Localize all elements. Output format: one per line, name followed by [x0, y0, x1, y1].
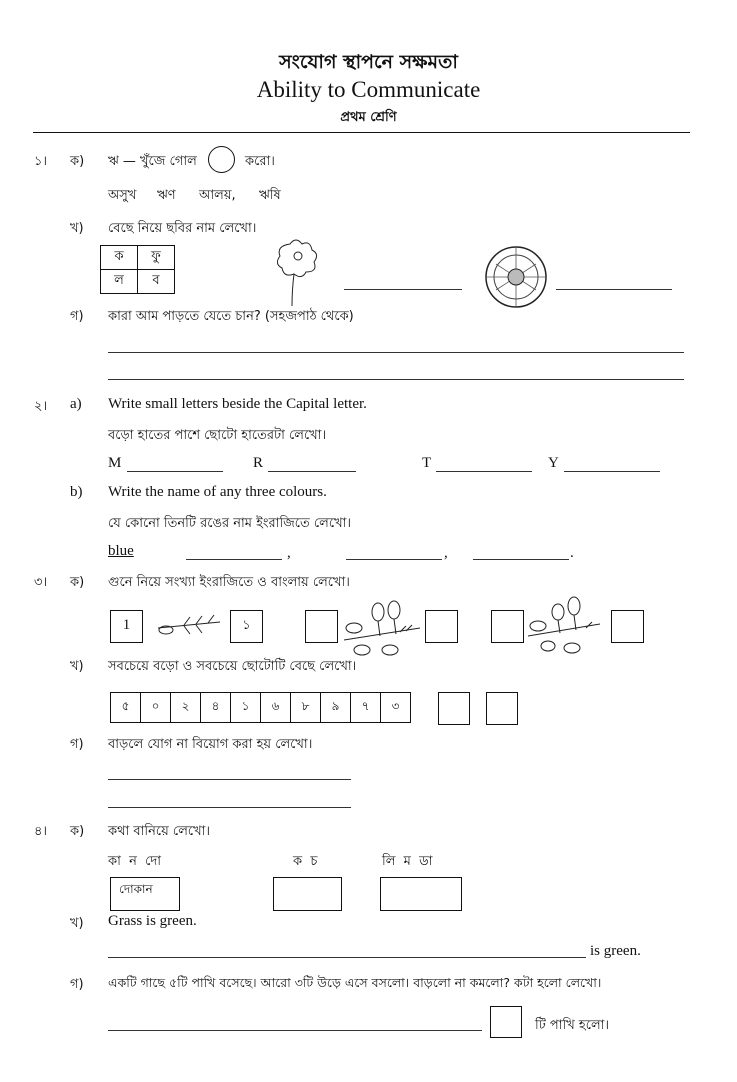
q1a-label: ক)	[70, 154, 85, 169]
answer-box[interactable]	[611, 610, 644, 643]
class-label: প্রথম শ্রেণি	[340, 110, 397, 125]
answer-line[interactable]	[556, 289, 672, 290]
answer-line[interactable]	[108, 352, 684, 353]
smallest-answer-box[interactable]	[486, 692, 518, 725]
q1a-word: অসুখ	[108, 188, 137, 203]
q3c-label: গ)	[70, 737, 84, 752]
answer-line[interactable]	[108, 957, 586, 958]
answer-box[interactable]	[491, 610, 524, 643]
answer-line[interactable]	[127, 471, 223, 472]
digit-cell: ৫	[111, 693, 141, 723]
q3a-label: ক)	[70, 575, 85, 590]
page-title-en: Ability to Communicate	[256, 77, 481, 102]
flower-icon	[268, 236, 328, 308]
example-word: দোকান	[119, 882, 153, 896]
leaf-branch-icon	[524, 596, 604, 660]
separator: ,	[444, 545, 448, 561]
q2a-text-en: Write small letters beside the Capital letter.	[108, 396, 367, 412]
count-box-bn: ১	[230, 610, 263, 643]
capital-letter: Y	[548, 455, 559, 471]
q1c-label: গ)	[70, 309, 84, 324]
q2b-label: b)	[70, 484, 83, 500]
digit-cell: ২	[171, 693, 201, 723]
q3b-label: খ)	[70, 659, 84, 674]
syllables: কা ন দো	[108, 854, 162, 869]
q3a-text: গুনে নিয়ে সংখ্যা ইংরাজিতে ও বাংলায় লেখো।	[108, 575, 350, 590]
q3b-text: সবচেয়ে বড়ো ও সবচেয়ে ছোটোটি বেছে লেখো।	[108, 659, 357, 674]
q4c-suffix: টি পাখি হলো।	[535, 1018, 610, 1033]
grid-cell: ল	[101, 270, 138, 294]
answer-line[interactable]	[436, 471, 532, 472]
answer-box[interactable]	[380, 877, 462, 911]
digit-cell: ১	[231, 693, 261, 723]
q1a-text: ঋ — খুঁজে গোল	[108, 154, 197, 169]
q4c-text: একটি গাছে ৫টি পাখি বসেছে। আরো ৩টি উড়ে এসে বসলো। বাড়লো না কমলো? কটা হলো লেখো।	[108, 975, 602, 990]
q3-number: ৩।	[34, 575, 48, 590]
answer-box[interactable]	[490, 1006, 522, 1038]
answer-line[interactable]	[346, 559, 442, 560]
example-word-box	[110, 877, 180, 911]
digit-cell: ০	[141, 693, 171, 723]
syllable-grid	[100, 245, 175, 294]
digit-cell: ৯	[321, 693, 351, 723]
capital-letter: T	[422, 455, 432, 471]
header-divider	[33, 132, 690, 133]
answer-line[interactable]	[108, 779, 351, 780]
digit-cell: ৬	[261, 693, 291, 723]
capital-letter: M	[108, 455, 122, 471]
answer-box[interactable]	[305, 610, 338, 643]
digit-cell: ৮	[291, 693, 321, 723]
separator: .	[570, 545, 574, 561]
q1a-word: ঋণ	[157, 188, 176, 203]
digit-cell: ৩	[381, 693, 411, 723]
q1a-word: আলয়,	[199, 188, 236, 203]
answer-line[interactable]	[344, 289, 462, 290]
capital-letter: R	[253, 455, 264, 471]
digit-row	[110, 692, 411, 723]
q2b-text-en: Write the name of any three colours.	[108, 484, 327, 500]
q2-number: ২।	[34, 399, 48, 414]
q4a-text: কথা বানিয়ে লেখো।	[108, 824, 211, 839]
grid-cell: ক	[101, 246, 138, 270]
q4-number: ৪।	[34, 824, 48, 839]
answer-line[interactable]	[473, 559, 569, 560]
q1a-word: ঋষি	[259, 188, 281, 203]
q4b-text: Grass is green.	[108, 913, 197, 929]
answer-box[interactable]	[273, 877, 342, 911]
q1a-text-end: করো।	[245, 154, 275, 169]
q4b-suffix: is green.	[590, 943, 641, 959]
q2b-text-bn: যে কোনো তিনটি রঙের নাম ইংরাজিতে লেখো।	[108, 516, 352, 531]
q1b-text: বেছে নিয়ে ছবির নাম লেখো।	[108, 221, 257, 236]
count-box-en: 1	[110, 610, 143, 643]
answer-line[interactable]	[268, 471, 356, 472]
circle-icon	[208, 146, 235, 173]
q2a-label: a)	[70, 396, 82, 412]
digit-cell: ৭	[351, 693, 381, 723]
page-title-bn: সংযোগ স্থাপনে সক্ষমতা	[279, 51, 458, 73]
q2a-text-bn: বড়ো হাতের পাশে ছোটো হাতেরটা লেখো।	[108, 428, 327, 443]
q4c-label: গ)	[70, 977, 84, 992]
q1-number: ১।	[34, 154, 48, 169]
syllables: ক চ	[293, 854, 318, 869]
q1c-text: কারা আম পাড়তে যেতে চান? (সহজপাঠ থেকে)	[108, 309, 354, 324]
answer-box[interactable]	[425, 610, 458, 643]
example-answer: blue	[108, 543, 134, 559]
q1b-label: খ)	[70, 221, 84, 236]
leaf-sprig-icon	[154, 612, 224, 640]
q4b-label: খ)	[70, 916, 84, 931]
grid-cell: ফু	[138, 246, 175, 270]
answer-line[interactable]	[108, 807, 351, 808]
syllables: লি ম ডা	[382, 854, 433, 869]
leaf-branch-icon	[340, 598, 424, 660]
answer-line[interactable]	[108, 379, 684, 380]
q4a-label: ক)	[70, 824, 85, 839]
answer-line[interactable]	[564, 471, 660, 472]
answer-line[interactable]	[108, 1030, 482, 1031]
ball-icon	[482, 244, 550, 310]
grid-cell: ব	[138, 270, 175, 294]
q3c-text: বাড়লে যোগ না বিয়োগ করা হয় লেখো।	[108, 737, 313, 752]
separator: ,	[287, 545, 291, 561]
digit-cell: ৪	[201, 693, 231, 723]
largest-answer-box[interactable]	[438, 692, 470, 725]
answer-line[interactable]	[186, 559, 282, 560]
